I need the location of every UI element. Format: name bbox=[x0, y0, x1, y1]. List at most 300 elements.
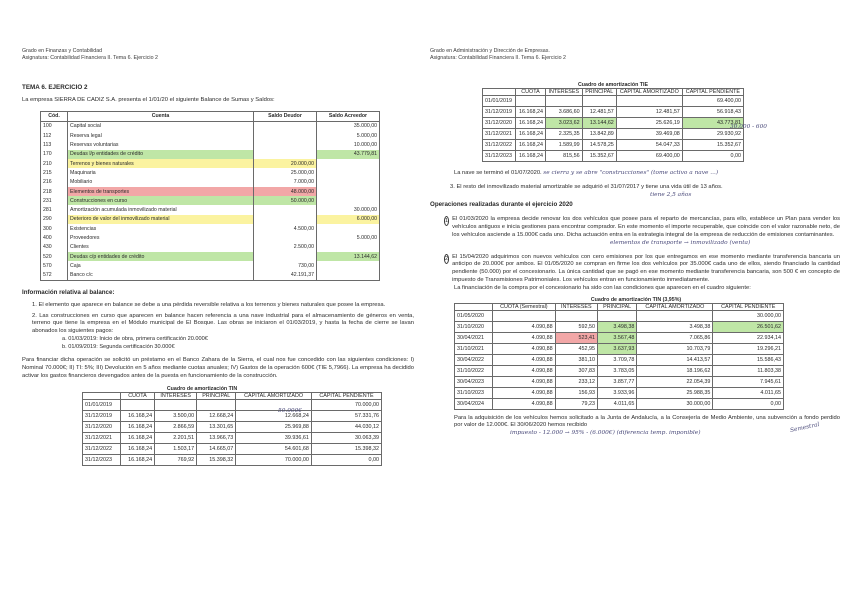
cell-cod: 430 bbox=[41, 243, 68, 252]
info-item-1 bbox=[22, 302, 414, 310]
table-row bbox=[483, 129, 744, 140]
final-note: impuesto - 12.000 → 95% - (6.000€) (diferencia temp. imponible) bbox=[510, 430, 701, 437]
item-3: 3. El resto del inmovilizado material amortizable se adquirió el 31/07/2017 y tiene una vida útil de 13 años. bbox=[450, 183, 723, 190]
cell-cuenta: Amortización acumulada inmovilizado material bbox=[68, 205, 254, 214]
cell-value: 39.469,08 bbox=[616, 129, 682, 140]
cell-cod: 215 bbox=[41, 168, 68, 177]
cell-deudor bbox=[254, 150, 317, 159]
cell-date: 31/12/2020 bbox=[483, 118, 516, 129]
cell-cuenta: Maquinaria bbox=[68, 168, 254, 177]
cell-value: 7.945,61 bbox=[713, 376, 784, 387]
cell-value: 3.567,48 bbox=[597, 332, 636, 343]
balance-row bbox=[41, 261, 380, 270]
cell-value: 56.918,43 bbox=[682, 107, 743, 118]
table-row bbox=[455, 376, 784, 387]
subitem-a: a. 01/03/2019: Inicio de obra, primera certificación 20.000€ bbox=[62, 336, 208, 343]
cell-cod: 218 bbox=[41, 187, 68, 196]
cell-value: 1.589,99 bbox=[545, 140, 582, 151]
cell-deudor bbox=[254, 215, 317, 224]
cell-value: 16.168,24 bbox=[516, 107, 546, 118]
balance-row bbox=[41, 271, 380, 281]
balance-row bbox=[41, 168, 380, 177]
cell-value: 3.500,00 bbox=[155, 410, 197, 421]
cell-value bbox=[197, 399, 236, 410]
cell-value: 769,92 bbox=[155, 454, 197, 465]
cell-value bbox=[516, 96, 546, 107]
col-header: PRINCIPAL bbox=[597, 303, 636, 310]
semestral-header-row bbox=[455, 303, 784, 310]
op2-block bbox=[430, 254, 840, 285]
cell-date: 31/12/2019 bbox=[83, 410, 121, 421]
cell-value: 13.144,62 bbox=[582, 118, 616, 129]
table-row bbox=[483, 151, 744, 162]
op1-note-line bbox=[430, 240, 840, 248]
col-header bbox=[483, 89, 516, 96]
cell-cuenta: Reserva legal bbox=[68, 131, 254, 140]
cell-acreedor bbox=[317, 187, 380, 196]
cell-cod: 572 bbox=[41, 271, 68, 281]
item3-note-line bbox=[430, 192, 840, 200]
cell-value: 19.296,21 bbox=[713, 343, 784, 354]
cell-value: 15.586,43 bbox=[713, 354, 784, 365]
balance-row bbox=[41, 196, 380, 205]
cell-date: 31/10/2022 bbox=[455, 365, 493, 376]
col-header: CUOTA bbox=[516, 89, 546, 96]
cell-value: 25.969,88 bbox=[236, 421, 312, 432]
cell-acreedor bbox=[317, 243, 380, 252]
balance-row bbox=[41, 187, 380, 196]
cell-value: 233,12 bbox=[555, 376, 597, 387]
cell-value: 3.498,38 bbox=[597, 321, 636, 332]
cell-value: 4.011,65 bbox=[713, 387, 784, 398]
cell-cod: 100 bbox=[41, 121, 68, 131]
cell-value: 815,56 bbox=[545, 151, 582, 162]
cell-deudor bbox=[254, 252, 317, 261]
left-header-line2: Asignatura: Contabilidad Financiera II. Tema 6. Ejercicio 2 bbox=[22, 55, 158, 61]
table-row bbox=[455, 332, 784, 343]
table-row bbox=[455, 398, 784, 409]
op1-number-icon: 1 bbox=[445, 218, 449, 225]
handwritten-semestral-note: Semestral bbox=[789, 421, 821, 435]
cell-acreedor bbox=[317, 178, 380, 187]
cell-acreedor: 30.000,00 bbox=[317, 205, 380, 214]
semestral-table bbox=[454, 303, 784, 410]
cell-acreedor bbox=[317, 261, 380, 270]
cell-value: 13.966,73 bbox=[197, 432, 236, 443]
cell-value: 12.668,24 bbox=[197, 410, 236, 421]
cell-value: 4.090,88 bbox=[493, 354, 556, 365]
tin-header-row bbox=[83, 392, 382, 399]
cell-value: 2.866,59 bbox=[155, 421, 197, 432]
cell-value: 4.090,88 bbox=[493, 387, 556, 398]
cell-value: 12.668,24 bbox=[236, 410, 312, 421]
tie-table bbox=[482, 88, 744, 162]
cell-acreedor: 13.144,62 bbox=[317, 252, 380, 261]
table-row bbox=[455, 310, 784, 321]
tin-table bbox=[82, 392, 382, 466]
right-page bbox=[424, 0, 848, 600]
op1-text: El 01/03/2020 la empresa decide renovar los dos vehículos que posee para el reparto de mercancías, para ello, establece un Plan para vender los vehículos antiguos e inicia gestiones para encontrar comprador. En este momento el importe recuperable, que coincide con el valor razonable neto, de los vehículos asciende a 15.000€ cada uno. Dicha actuación entra en la estrategia integral de la empresa de reducción de emisiones contaminantes. bbox=[452, 216, 840, 238]
cell-date: 31/12/2023 bbox=[83, 454, 121, 465]
cell-acreedor bbox=[317, 271, 380, 281]
table-row bbox=[455, 365, 784, 376]
cell-acreedor bbox=[317, 224, 380, 233]
nave-text: La nave se terminó el 01/07/2020. bbox=[454, 170, 542, 176]
cell-deudor: 4.500,00 bbox=[254, 224, 317, 233]
cell-value: 11.803,38 bbox=[713, 365, 784, 376]
cell-value: 3.783,05 bbox=[597, 365, 636, 376]
nave-note: se cierra y se abre "construcciones" (tome activo a nave ...) bbox=[543, 170, 719, 176]
col-header: CAPITAL PENDIENTE bbox=[713, 303, 784, 310]
cell-value: 2.325,35 bbox=[545, 129, 582, 140]
cell-date: 30/04/2022 bbox=[455, 354, 493, 365]
cell-value bbox=[155, 399, 197, 410]
table-row bbox=[483, 96, 744, 107]
cell-deudor: 730,00 bbox=[254, 261, 317, 270]
cell-value bbox=[545, 96, 582, 107]
balance-row bbox=[41, 131, 380, 140]
cell-value: 4.090,88 bbox=[493, 398, 556, 409]
balance-body bbox=[41, 121, 380, 280]
intro-text: La empresa SIERRA DE CADIZ S.A. presenta el 1/01/20 el siguiente Balance de Sumas y Saldos: bbox=[22, 97, 275, 103]
cell-value: 0,00 bbox=[682, 151, 743, 162]
cell-value: 69.400,00 bbox=[682, 96, 743, 107]
cell-value: 29.930,92 bbox=[682, 129, 743, 140]
table-row bbox=[83, 443, 382, 454]
cell-value: 16.168,24 bbox=[516, 118, 546, 129]
cell-value: 22.934,14 bbox=[713, 332, 784, 343]
col-header bbox=[83, 392, 121, 399]
cell-date: 31/10/2021 bbox=[455, 343, 493, 354]
info-item-1-text: 1. bbox=[32, 301, 37, 308]
cell-value: 0,00 bbox=[311, 454, 381, 465]
op1-block bbox=[430, 216, 840, 239]
handwritten-note-50000: 50.000€ bbox=[278, 408, 302, 414]
semestral-body bbox=[455, 310, 784, 409]
cell-value: 4.090,88 bbox=[493, 321, 556, 332]
cell-value: 3.637,93 bbox=[597, 343, 636, 354]
cell-value: 2.201,51 bbox=[155, 432, 197, 443]
cell-value: 22.054,39 bbox=[637, 376, 713, 387]
cell-value: 3.686,60 bbox=[545, 107, 582, 118]
cell-cuenta: Deudas c/p entidades de crédito bbox=[68, 252, 254, 261]
cell-cuenta: Reservas voluntarias bbox=[68, 140, 254, 149]
cell-value: 15.352,67 bbox=[682, 140, 743, 151]
cell-value: 16.168,24 bbox=[120, 454, 154, 465]
cell-value: 13.842,89 bbox=[582, 129, 616, 140]
cell-cod: 231 bbox=[41, 196, 68, 205]
cell-cod: 570 bbox=[41, 261, 68, 270]
cell-value: 4.090,88 bbox=[493, 332, 556, 343]
financing-text: Para financiar dicha operación se solicitó un préstamo en el Banco Zahara de la Sierra, el cual nos fue concedido con las siguientes condiciones: I) Nominal 70.000€; II) TI: 5%; III) Devolución en 5 años mediante cuotas anuales; IV) Gastos de la operación 600€ (TIE 5,7966). La empresa ha decidido activar los gastos financieros devengados antes de la puesta en funcionamiento de la construcción. bbox=[22, 357, 414, 379]
cell-value: 592,50 bbox=[555, 321, 597, 332]
cell-value: 30.000,00 bbox=[637, 398, 713, 409]
cell-value: 4.011,65 bbox=[597, 398, 636, 409]
cell-value: 156,93 bbox=[555, 387, 597, 398]
col-header: CAPITAL AMORTIZADO bbox=[616, 89, 682, 96]
balance-row bbox=[41, 150, 380, 159]
balance-row bbox=[41, 121, 380, 131]
cell-cuenta: Deudas l/p entidades de crédito bbox=[68, 150, 254, 159]
col-header-acreedor: Saldo Acreedor bbox=[317, 111, 380, 121]
cell-cuenta: Capital social bbox=[68, 121, 254, 131]
cell-value bbox=[493, 310, 556, 321]
balance-row bbox=[41, 243, 380, 252]
cell-value: 44.030,12 bbox=[311, 421, 381, 432]
tin-body bbox=[83, 399, 382, 465]
cell-value: 3.933,96 bbox=[597, 387, 636, 398]
cell-cuenta: Caja bbox=[68, 261, 254, 270]
col-header bbox=[455, 303, 493, 310]
cell-deudor bbox=[254, 131, 317, 140]
table-row bbox=[455, 321, 784, 332]
cell-value: 13.301,65 bbox=[197, 421, 236, 432]
balance-row bbox=[41, 159, 380, 168]
table-row bbox=[83, 399, 382, 410]
cell-value: 70.000,00 bbox=[311, 399, 381, 410]
tie-table-title: Cuadro de amortización TIE bbox=[577, 82, 649, 88]
cell-acreedor: 6.000,00 bbox=[317, 215, 380, 224]
cell-value: 14.578,25 bbox=[582, 140, 616, 151]
balance-table bbox=[40, 111, 380, 281]
table-row bbox=[83, 421, 382, 432]
cell-cod: 400 bbox=[41, 233, 68, 242]
info-item-2 bbox=[22, 313, 414, 336]
cell-date: 01/05/2020 bbox=[455, 310, 493, 321]
cell-value: 307,83 bbox=[555, 365, 597, 376]
cell-value: 43.773,81 bbox=[682, 118, 743, 129]
cell-cod: 300 bbox=[41, 224, 68, 233]
cell-value: 12.481,57 bbox=[582, 107, 616, 118]
info-item-2-num: 2. bbox=[32, 312, 37, 319]
cell-date: 30/04/2024 bbox=[455, 398, 493, 409]
cell-value: 523,41 bbox=[555, 332, 597, 343]
ops-title: Operaciones realizadas durante el ejercicio 2020 bbox=[430, 201, 573, 209]
col-header: PRINCIPAL bbox=[197, 392, 236, 399]
cell-acreedor: 5.000,00 bbox=[317, 233, 380, 242]
col-header: CAPITAL PENDIENTE bbox=[682, 89, 743, 96]
cell-cuenta: Terrenos y bienes naturales bbox=[68, 159, 254, 168]
cell-cuenta: Elementos de transportes bbox=[68, 187, 254, 196]
cell-deudor bbox=[254, 233, 317, 242]
cell-date: 31/12/2022 bbox=[83, 443, 121, 454]
cell-value: 39.936,61 bbox=[236, 432, 312, 443]
cell-value: 25.626,19 bbox=[616, 118, 682, 129]
table-row bbox=[83, 454, 382, 465]
tin-table-title: Cuadro de amortización TIN bbox=[166, 385, 238, 392]
cell-date: 01/01/2019 bbox=[483, 96, 516, 107]
col-header-deudor: Saldo Deudor bbox=[254, 111, 317, 121]
cell-cuenta: Deterioro de valor del inmovilizado material bbox=[68, 215, 254, 224]
col-header: CUOTA (Semestral) bbox=[493, 303, 556, 310]
cell-value: 16.168,24 bbox=[516, 140, 546, 151]
cell-value bbox=[582, 96, 616, 107]
col-header: CAPITAL AMORTIZADO bbox=[637, 303, 713, 310]
cell-acreedor: 43.779,81 bbox=[317, 150, 380, 159]
cell-value bbox=[555, 310, 597, 321]
cell-date: 31/12/2023 bbox=[483, 151, 516, 162]
cell-date: 31/10/2023 bbox=[455, 387, 493, 398]
cell-date: 31/10/2020 bbox=[455, 321, 493, 332]
table-row bbox=[483, 107, 744, 118]
balance-row bbox=[41, 205, 380, 214]
cell-cuenta: Proveedores bbox=[68, 233, 254, 242]
cell-cod: 112 bbox=[41, 131, 68, 140]
cell-acreedor: 35.000,00 bbox=[317, 121, 380, 131]
cell-value: 69.400,00 bbox=[616, 151, 682, 162]
exercise-title: TEMA 6. EJERCICIO 2 bbox=[22, 84, 88, 91]
table-row bbox=[455, 354, 784, 365]
cell-date: 31/12/2022 bbox=[483, 140, 516, 151]
table-row bbox=[83, 410, 382, 421]
cell-deudor: 48.000,00 bbox=[254, 187, 317, 196]
right-header-line2: Asignatura: Contabilidad Financiera II. Tema 6. Ejercicio 2 bbox=[430, 55, 566, 61]
col-header: INTERESES bbox=[155, 392, 197, 399]
cell-deudor: 50.000,00 bbox=[254, 196, 317, 205]
cell-value: 16.168,24 bbox=[120, 443, 154, 454]
cell-value: 30.063,39 bbox=[311, 432, 381, 443]
cell-value: 18.196,62 bbox=[637, 365, 713, 376]
col-header: INTERESES bbox=[555, 303, 597, 310]
op2b-text: La financiación de la compra por el concesionario ha sido con las condiciones que aparecen en el cuadro siguiente: bbox=[454, 284, 751, 291]
cell-value bbox=[597, 310, 636, 321]
final-text: Para la adquisición de los vehículos hemos solicitado a la Junta de Andalucía, a la Consejería de Medio Ambiente, una subvención a fondo perdido por valor de 12.000€. El 30/06/2020 hemos recibido bbox=[454, 414, 840, 429]
cell-value: 14.665,07 bbox=[197, 443, 236, 454]
final-note-line bbox=[430, 430, 840, 438]
cell-acreedor: 10.000,00 bbox=[317, 140, 380, 149]
cell-cod: 290 bbox=[41, 215, 68, 224]
cell-date: 30/04/2021 bbox=[455, 332, 493, 343]
balance-row bbox=[41, 252, 380, 261]
cell-cod: 170 bbox=[41, 150, 68, 159]
cell-date: 30/04/2023 bbox=[455, 376, 493, 387]
table-row bbox=[483, 140, 744, 151]
cell-value: 16.168,24 bbox=[516, 129, 546, 140]
cell-value: 16.168,24 bbox=[120, 432, 154, 443]
balance-row bbox=[41, 140, 380, 149]
left-header-line1: Grado en Finanzas y Contabilidad bbox=[22, 48, 103, 54]
cell-value: 3.709,78 bbox=[597, 354, 636, 365]
cell-value: 3.857,77 bbox=[597, 376, 636, 387]
cell-deudor: 42.191,37 bbox=[254, 271, 317, 281]
cell-value: 30.000,00 bbox=[713, 310, 784, 321]
cell-value: 4.090,88 bbox=[493, 376, 556, 387]
col-header: CAPITAL PENDIENTE bbox=[311, 392, 381, 399]
col-header-cod: Cód. bbox=[41, 111, 68, 121]
subitem-b: b. 01/09/2019: Segunda certificación 30.000€ bbox=[62, 343, 175, 350]
balance-row bbox=[41, 224, 380, 233]
cell-deudor bbox=[254, 205, 317, 214]
op1-note: elementos de transporte → inmovilizado (venta) bbox=[610, 239, 751, 246]
cell-deudor bbox=[254, 140, 317, 149]
cell-deudor: 7.000,00 bbox=[254, 178, 317, 187]
cell-deudor bbox=[254, 121, 317, 131]
col-header: CUOTA bbox=[120, 392, 154, 399]
cell-value: 16.168,24 bbox=[120, 410, 154, 421]
cell-cuenta: Mobiliario bbox=[68, 178, 254, 187]
cell-cod: 281 bbox=[41, 205, 68, 214]
col-header-cuenta: Cuenta bbox=[68, 111, 254, 121]
tie-header-row bbox=[483, 89, 744, 96]
item3-note: tiene 2,5 años bbox=[650, 191, 692, 198]
col-header: INTERESES bbox=[545, 89, 582, 96]
table-row bbox=[83, 432, 382, 443]
cell-value: 70.000,00 bbox=[236, 454, 312, 465]
cell-value: 15.398,32 bbox=[197, 454, 236, 465]
cell-cuenta: Clientes bbox=[68, 243, 254, 252]
balance-row bbox=[41, 233, 380, 242]
cell-value: 1.503,17 bbox=[155, 443, 197, 454]
col-header: CAPITAL AMORTIZADO bbox=[236, 392, 312, 399]
cell-value: 14.413,57 bbox=[637, 354, 713, 365]
nave-line bbox=[430, 170, 840, 178]
cell-cod: 520 bbox=[41, 252, 68, 261]
cell-value: 0,00 bbox=[713, 398, 784, 409]
op2-number-icon: 2 bbox=[445, 255, 449, 262]
cell-value: 3.023,62 bbox=[545, 118, 582, 129]
cell-value: 12.481,57 bbox=[616, 107, 682, 118]
table-row bbox=[455, 343, 784, 354]
cell-value: 4.090,88 bbox=[493, 343, 556, 354]
cell-value: 15.352,67 bbox=[582, 151, 616, 162]
balance-row bbox=[41, 178, 380, 187]
info-item-2-body: Las construcciones en curso que aparecen en balance hacen referencia a una nave industrial para el almacenamiento de géneros en venta, terreno que tiene la empresa en el Módulo municipal de El Bosque. Las obras se iniciaron el 01/03/2019, y hasta la fecha de cierre se lavan abonados los siguientes pagos: bbox=[32, 312, 414, 335]
cell-acreedor bbox=[317, 159, 380, 168]
cell-cod: 210 bbox=[41, 159, 68, 168]
balance-header-row bbox=[41, 111, 380, 121]
cell-deudor: 2.500,00 bbox=[254, 243, 317, 252]
cell-value: 16.168,24 bbox=[516, 151, 546, 162]
cell-value: 16.168,24 bbox=[120, 421, 154, 432]
cell-cod: 216 bbox=[41, 178, 68, 187]
cell-value bbox=[637, 310, 713, 321]
cell-deudor: 20.000,00 bbox=[254, 159, 317, 168]
info-item-1-body: El elemento que aparece en balance se debe a una pérdida reversible relativa a los terrenos y bienes naturales que posee la empresa. bbox=[38, 301, 386, 308]
cell-value bbox=[120, 399, 154, 410]
cell-cuenta: Existencias bbox=[68, 224, 254, 233]
cell-acreedor bbox=[317, 168, 380, 177]
cell-value bbox=[616, 96, 682, 107]
table-row bbox=[483, 118, 744, 129]
cell-cuenta: Banco c/c bbox=[68, 271, 254, 281]
cell-value: 15.398,32 bbox=[311, 443, 381, 454]
semestral-table-title: Cuadro de amortización TIN (3,95%) bbox=[590, 296, 682, 303]
cell-value: 26.501,62 bbox=[713, 321, 784, 332]
cell-value: 381,10 bbox=[555, 354, 597, 365]
cell-acreedor bbox=[317, 196, 380, 205]
right-header-line1: Grado en Administración y Dirección de Empresas. bbox=[430, 48, 550, 54]
cell-deudor: 25.000,00 bbox=[254, 168, 317, 177]
cell-value: 7.065,86 bbox=[637, 332, 713, 343]
cell-value: 25.988,35 bbox=[637, 387, 713, 398]
cell-cod: 113 bbox=[41, 140, 68, 149]
cell-date: 31/12/2020 bbox=[83, 421, 121, 432]
cell-value: 57.331,76 bbox=[311, 410, 381, 421]
cell-acreedor: 5.000,00 bbox=[317, 131, 380, 140]
handwritten-aside-note: 30.000 - 600 bbox=[730, 124, 767, 130]
cell-value: 452,95 bbox=[555, 343, 597, 354]
op2-text: El 15/04/2020 adquirimos con nuevos vehículos con cero emisiones por los que entregamos en ese momento mediante transferencia bancaria un anticipo de 20.000€ por ambos. El 01/05/2020 se compran en firme los dos vehículos por 35.000€ cada uno de ellos, siendo financiado la cantidad pendiente (50.000) por el concesionario. La única cantidad que se pagó en ese momento mediante transferencia bancaria, son 500 € en concepto de impuesto de Transmisiones Patrimoniales. Los vehículos entran en funcionamiento inmediatamente. bbox=[452, 253, 840, 283]
cell-value: 10.703,79 bbox=[637, 343, 713, 354]
tie-body bbox=[483, 96, 744, 162]
cell-value: 4.090,88 bbox=[493, 365, 556, 376]
cell-date: 31/12/2021 bbox=[83, 432, 121, 443]
cell-value: 54.047,33 bbox=[616, 140, 682, 151]
cell-value: 79,23 bbox=[555, 398, 597, 409]
cell-value: 3.498,38 bbox=[637, 321, 713, 332]
cell-date: 01/01/2019 bbox=[83, 399, 121, 410]
info-title: Información relativa al balance: bbox=[22, 288, 115, 296]
